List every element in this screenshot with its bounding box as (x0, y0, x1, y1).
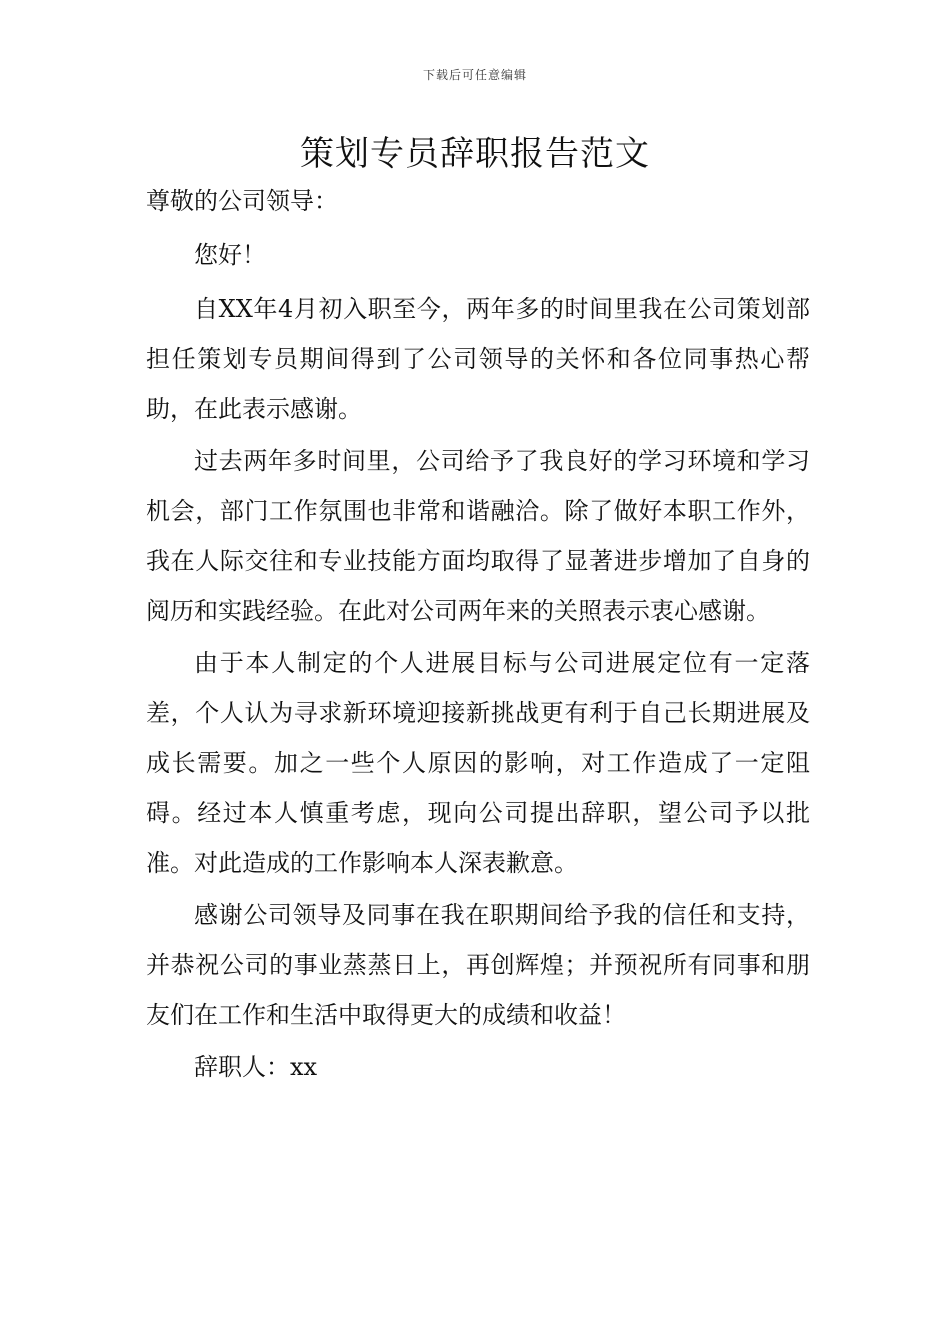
paragraph-intro: 自XX年4月初入职至今，两年多的时间里我在公司策划部担任策划专员期间得到了公司领导的关怀和各位同事热心帮助，在此表示感谢。 (146, 295, 810, 423)
paragraph-reason: 由于本人制定的个人进展目标与公司进展定位有一定落差，个人认为寻求新环境迎接新挑战更有利于自己长期进展及成长需要。加之一些个人原因的影响，对工作造成了一定阻碍。经过本人慎重考虑，现向公司提出辞职，望公司予以批准。对此造成的工作影响本人深表歉意。 (146, 649, 810, 877)
header-note: 下载后可任意编辑 (422, 68, 527, 82)
document-title: 策划专员辞职报告范文 (300, 134, 650, 174)
salutation: 尊敬的公司领导： (146, 187, 338, 215)
signature: 辞职人：xx (194, 1053, 318, 1081)
document-body (146, 176, 810, 1092)
greeting: 您好！ (194, 241, 266, 269)
paragraph-gratitude: 过去两年多时间里，公司给予了我良好的学习环境和学习机会，部门工作氛围也非常和谐融洽。除了做好本职工作外，我在人际交往和专业技能方面均取得了显著进步增加了自身的阅历和实践经验。在此对公司两年来的关照表示衷心感谢。 (146, 447, 810, 625)
paragraph-closing: 感谢公司领导及同事在我在职期间给予我的信任和支持，并恭祝公司的事业蒸蒸日上，再创辉煌；并预祝所有同事和朋友们在工作和生活中取得更大的成绩和收益！ (146, 901, 810, 1029)
